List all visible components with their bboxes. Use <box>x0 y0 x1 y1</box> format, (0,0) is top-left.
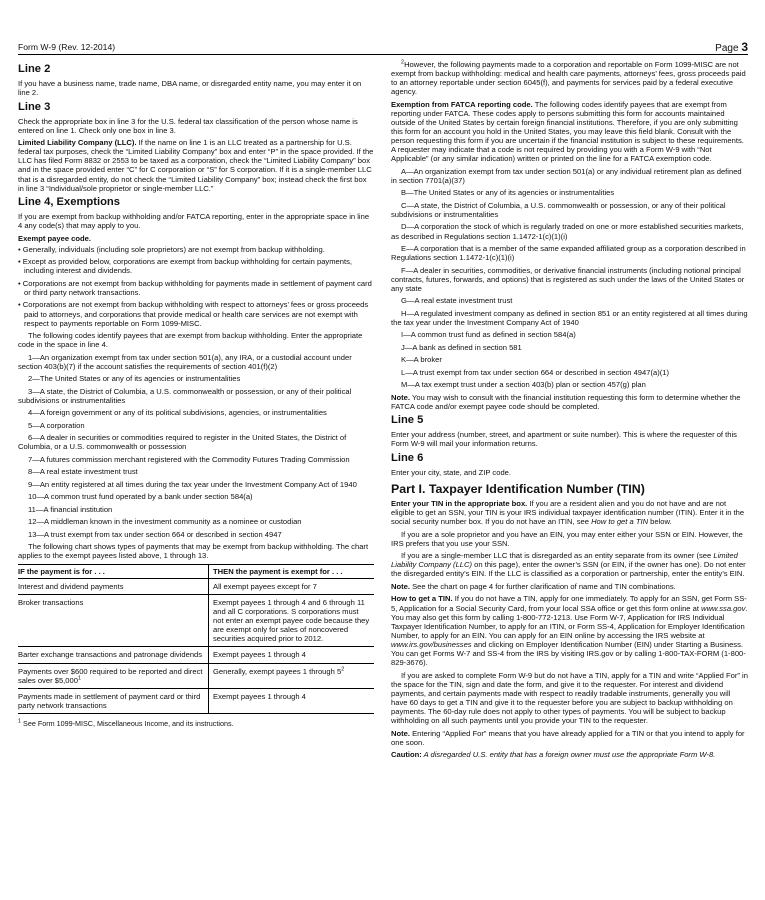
line3-heading: Line 3 <box>18 100 51 113</box>
footnote-2: $^2$However, the following payments made to a corporation and reportable on Form 1099-MISC are not exempt from backup withholding: medical and health care payments, attorneys’ fees, gross proceeds paid to an attorney reportable under section 6045(f), and payments for services paid by a federal executive agency. <box>391 59 746 97</box>
applied-for-paragraph: If you are asked to complete Form W-9 but do not have a TIN, apply for a TIN and write “Applied For” in the space for the TIN, sign and date the form, and give it to the requester. For interest and dividend payments, and certain payments made with respect to readily tradable instruments, generally you will have 60 days to get a TIN and give it to the requester before you are subject to backup withholding on payments. The 60-day rule does not apply to other types of payments. You will be subject to backup withholding on all such payments until you provide your TIN to the requester. <box>391 670 748 726</box>
chart-intro: The following chart shows types of payments that may be exempt from backup withholding. The chart applies to the exempt payees listed above, 1 through 13. <box>18 542 369 561</box>
table-cell-then: All exempt payees except for 7 <box>209 578 375 594</box>
table-row <box>18 663 374 688</box>
table-row <box>18 595 374 647</box>
fatca-code: G—A real estate investment trust <box>401 296 513 306</box>
exempt-payee-code-heading: Exempt payee code. <box>18 233 92 243</box>
table-cell-then: Exempt payees 1 through 4 <box>209 647 375 663</box>
bullet-item: • Generally, individuals (including sole proprietors) are not exempt from backup withholding. <box>18 244 325 254</box>
line5-text: Enter your address (number, street, and apartment or suite number). This is where the requester of this Form W-9 will mail your information returns. <box>391 430 737 449</box>
table-row <box>18 578 374 594</box>
line5-heading: Line 5 <box>391 414 424 427</box>
fatca-code: K—A broker <box>401 355 442 365</box>
how-to-get-tin-paragraph: How to get a TIN. If you do not have a TIN, apply for one immediately. To apply for an SSN, get Form SS-5, Application for a Social Security Card, from your local SSA office or get this form online at www.ssa.gov. You may also get this form by calling 1-800-772-1213. Use Form W-7, Application for IRS Individual Taxpayer Identification Number, to apply for an ITIN, or Form SS-4, Application for Employer Identification Number, to apply for an EIN. You can apply for an EIN online by accessing the IRS website at www.irs.gov/businesses and clicking on Employer Identification Number (EIN) under Starting a Business. You can get Forms W-7 and SS-4 from the IRS by visiting IRS.gov or by calling 1-800-TAX-FORM (1-800-829-3676). <box>391 594 748 668</box>
exempt-code: 2—The United States or any of its agencies or instrumentalities <box>28 374 241 384</box>
line4-text: If you are exempt from backup withholding and/or FATCA reporting, enter in the appropriate space in line 4 any code(s) that may apply to you. <box>18 212 370 231</box>
table-cell-if: Payments made in settlement of payment card or third party network transactions <box>18 688 209 713</box>
exempt-code: 10—A common trust fund operated by a bank under section 584(a) <box>28 492 253 502</box>
exempt-code: 5—A corporation <box>28 420 85 430</box>
bullet-item: • Except as provided below, corporations are exempt from backup withholding for certain payments, including interest and dividends. <box>18 257 353 276</box>
caution-paragraph: Caution: A disregarded U.S. entity that has a foreign owner must use the appropriate Form W-8. <box>391 750 716 760</box>
line4-heading: Line 4, Exemptions <box>18 196 120 209</box>
fatca-code: F—A dealer in securities, commodities, or derivative financial instruments (including notional principal contracts, futures, forwards, and options) that is registered as such under the laws of the United States or any state <box>391 265 745 293</box>
exempt-code: 8—A real estate investment trust <box>28 467 138 477</box>
tin-paragraph: Enter your TIN in the appropriate box. If you are a resident alien and you do not have and are not eligible to get an SSN, your TIN is your IRS individual taxpayer identification number (ITIN). Enter it in the social security number box. If you do not have an ITIN, see How to get a TIN below. <box>391 499 745 527</box>
table-cell-if: Interest and dividend payments <box>18 578 209 594</box>
single-member-llc-paragraph: If you are a single-member LLC that is disregarded as an entity separate from its owner (see Limited Liability Company (LLC) on this page), enter the owner’s SSN (or EIN, if the owner has one). Do not enter the disregarded entity’s EIN. If the LLC is classified as a corporation or partnership, enter the entity’s EIN. <box>391 551 746 579</box>
table-cell-if: Payments over $600 required to be reported and direct sales over $5,000$^1$ <box>18 663 209 688</box>
page-header <box>18 40 748 55</box>
fatca-code: C—A state, the District of Columbia, a U.S. commonwealth or possession, or any of their political subdivisions or instrumentalities <box>391 200 726 219</box>
exempt-code: 1—An organization exempt from tax under section 501(a), any IRA, or a custodial account under section 403(b)(7) if the account satisfies the requirements of section 401(f)(2) <box>18 352 352 371</box>
page-number: Page 3 <box>715 40 748 54</box>
table-header-row <box>18 564 374 578</box>
line2-heading: Line 2 <box>18 63 51 75</box>
fatca-code: A—An organization exempt from tax under section 501(a) or any individual retirement plan as defined in section 7701(a)(37) <box>391 166 742 185</box>
fatca-code: L—A trust exempt from tax under section 664 or described in section 4947(a)(1) <box>401 367 670 377</box>
line6-heading: Line 6 <box>391 451 424 464</box>
footnote-1: $^1$ See Form 1099-MISC, Miscellaneous Income, and its instructions. <box>18 718 234 728</box>
fatca-code: D—A corporation the stock of which is regularly traded on one or more established securities markets, as described in Regulations section 1.1472-1(c)(1)(i) <box>391 222 744 241</box>
note-chart: Note. See the chart on page 4 for further clarification of name and TIN combinations. <box>391 581 676 591</box>
part1-heading: Part I. Taxpayer Identification Number (TIN) <box>391 482 645 497</box>
fatca-code: I—A common trust fund as defined in section 584(a) <box>401 330 576 340</box>
exempt-code: 4—A foreign government or any of its political subdivisions, agencies, or instrumentalities <box>28 408 327 418</box>
exempt-code: 6—A dealer in securities or commodities required to register in the United States, the District of Columbia, or a U.S. commonwealth or possession <box>18 433 347 452</box>
llc-paragraph: Limited Liability Company (LLC). If the name on line 1 is an LLC treated as a partnership for U.S. federal tax purposes, check the “Limited Liability Company” box and enter “P” in the space provided. If the LLC has filed Form 8832 or 2553 to be taxed as a corporation, check the “Limited Liability Company” box and in the space provided enter “C” for C corporation or “S” for S corporation. If it is a single-member LLC that is a disregarded entity, do not check the “Limited Liability Company” box; instead check the first box in line 3 “Individual/sole proprietor or single-member LLC.” <box>18 138 374 193</box>
table-cell-then: Generally, exempt payees 1 through $5^2$ <box>209 663 375 688</box>
table-cell-then: Exempt payees 1 through 4 and 6 through 11 and all C corporations. S corporations must not enter an exempt payee code because they are exempt only for sales of noncovered securities acquired prior to 2012. <box>209 595 375 647</box>
sole-proprietor-paragraph: If you are a sole proprietor and you have an EIN, you may enter either your SSN or EIN. However, the IRS prefers that you use your SSN. <box>391 529 743 548</box>
fatca-code: H—A regulated investment company as defined in section 851 or an entity registered at all times during the tax year under the Investment Company Act of 1940 <box>391 308 748 327</box>
codes-intro: The following codes identify payees that are exempt from backup withholding. Enter the appropriate code in the space in line 4. <box>18 331 363 350</box>
exempt-code: 9—An entity registered at all times during the tax year under the Investment Company Act of 1940 <box>28 479 357 489</box>
table-cell-if: Barter exchange transactions and patronage dividends <box>18 647 209 663</box>
fatca-code: M—A tax exempt trust under a section 403(b) plan or section 457(g) plan <box>401 380 646 390</box>
table-cell-if: Broker transactions <box>18 595 209 647</box>
form-id: Form W-9 (Rev. 12-2014) <box>18 42 116 52</box>
exempt-code: 13—A trust exempt from tax under section 664 or described in section 4947 <box>28 529 282 539</box>
exempt-code: 3—A state, the District of Columbia, a U.S. commonwealth or possession, or any of their political subdivisions or instrumentalities <box>18 386 352 405</box>
fatca-code: J—A bank as defined in section 581 <box>401 342 522 352</box>
line6-text: Enter your city, state, and ZIP code. <box>391 467 512 477</box>
table-header-if: IF the payment is for . . . <box>18 564 209 578</box>
table-row <box>18 688 374 713</box>
right-column <box>391 60 748 763</box>
line3-text: Check the appropriate box in line 3 for the U.S. federal tax classification of the person whose name is entered on line 1. Check only one box in line 3. <box>18 116 358 135</box>
table-header-then: THEN the payment is exempt for . . . <box>209 564 375 578</box>
exempt-code: 7—A futures commission merchant registered with the Commodity Futures Trading Commission <box>28 454 350 464</box>
line2-text: If you have a business name, trade name, DBA name, or disregarded entity name, you may enter it on line 2. <box>18 79 362 98</box>
left-column <box>18 60 374 731</box>
exempt-code: 12—A middleman known in the investment community as a nominee or custodian <box>28 517 302 527</box>
exempt-payments-table <box>18 564 374 714</box>
table-row <box>18 647 374 663</box>
fatca-code: B—The United States or any of its agencies or instrumentalities <box>401 188 615 198</box>
fatca-code: E—A corporation that is a member of the same expanded affiliated group as a corporation described in Regulations section 1.1472-1(c)(1)(i) <box>391 244 746 263</box>
note-fatca: Note. You may wish to consult with the financial institution requesting this form to determine whether the FATCA code and/or exempt payee code should be completed. <box>391 392 741 411</box>
fatca-paragraph: Exemption from FATCA reporting code. The following codes identify payees that are exempt from reporting under FATCA. These codes apply to persons submitting this form for accounts maintained outside of the United States by certain foreign financial institutions. Therefore, if you are only submitting this form for an account you hold in the United States, you may leave this field blank. Consult with the person requesting this form if you are uncertain if the financial institution is subject to these requirements. A requester may indicate that a code is not required by providing you with a Form W-9 with “Not Applicable” (or any similar indication) written or printed on the line for a FATCA exemption code. <box>391 99 744 164</box>
bullet-item: • Corporations are not exempt from backup withholding for payments made in settlement of payment card or third party network transactions. <box>18 278 372 297</box>
bullet-item: • Corporations are not exempt from backup withholding with respect to attorneys’ fees or gross proceeds paid to attorneys, and corporations that provide medical or health care services are not exempt with respect to payments reportable on Form 1099-MISC. <box>18 300 369 328</box>
note-applied-for: Note. Entering “Applied For” means that you have already applied for a TIN or that you intend to apply for one soon. <box>391 728 745 747</box>
table-cell-then: Exempt payees 1 through 4 <box>209 688 375 713</box>
exempt-code: 11—A financial institution <box>28 504 113 514</box>
